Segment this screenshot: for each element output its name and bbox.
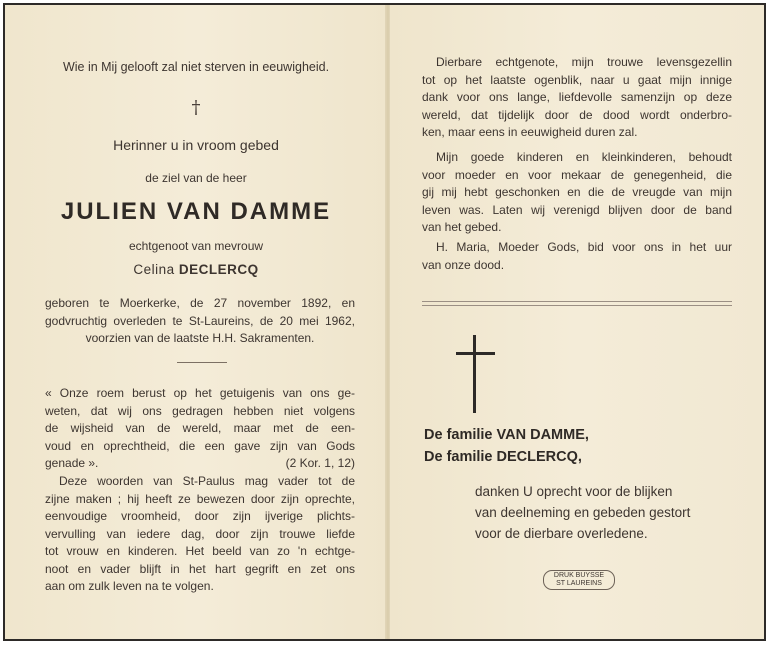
- small-cross-icon: †: [191, 97, 201, 118]
- quote-line: « Onze roem berust op het getuigenis van ons ge-: [45, 386, 355, 400]
- prayer-paragraph: [422, 239, 732, 274]
- children-paragraph: [422, 149, 732, 237]
- birth-line: voorzien van de laatste H.H. Sakramenten.: [85, 331, 315, 345]
- remember-line: Herinner u in vroom gebed: [113, 137, 279, 153]
- thanks-line: voor de dierbare overledene.: [475, 526, 648, 541]
- spouse-thanks-paragraph: [422, 54, 732, 142]
- printer-stamp: [543, 570, 615, 590]
- family-line: De familie VAN DAMME,: [424, 427, 589, 443]
- scripture-quote: [45, 385, 355, 473]
- deceased-name: JULIEN VAN DAMME: [60, 198, 332, 225]
- short-divider: [177, 362, 227, 363]
- text-line: wereld, dat tijdelijk door de dood wordt onderbro-: [422, 107, 732, 122]
- quote-line: de wijsheid van de wereld, maar met de een-: [45, 421, 355, 435]
- paul-line: Deze woorden van St-Paulus mag vader tot de: [59, 474, 355, 488]
- epigraph: Wie in Mij gelooft zal niet sterven in eeuwigheid.: [62, 60, 330, 74]
- paul-line: vervulling van iedere dag, door zijn trouwe liefde: [45, 526, 355, 541]
- double-divider: [422, 301, 732, 306]
- quote-line: voud en oprechtheid, die een gave zijn van Gods: [45, 438, 355, 453]
- text-line: Mijn goede kinderen en kleinkinderen, behoudt: [436, 150, 732, 164]
- spouse-intro: echtgenoot van mevrouw: [128, 239, 264, 253]
- quote-line: weten, dat wij ons gedragen hebben niet volgens: [45, 403, 355, 418]
- text-line: voor moeder en voor mekaar de genegenheid, die: [422, 167, 732, 182]
- spouse-name: [5, 262, 387, 277]
- paul-line: aan om zulk leven na te volgen.: [45, 579, 214, 593]
- text-line: tot op het laatste ogenblik, naar u gaat mijn innige: [422, 72, 732, 87]
- printer-line: DRUK BUYSSE: [553, 572, 605, 579]
- birth-line: geboren te Moerkerke, de 27 november 1892, en: [45, 296, 355, 310]
- paul-line: tot vrouw en kinderen. Het beeld van zo 'n echtge-: [45, 544, 355, 558]
- spouse-first-name: Celina: [133, 262, 175, 277]
- memorial-card: [3, 3, 766, 641]
- paul-paragraph: [45, 473, 355, 596]
- text-line: van het gebed.: [422, 220, 502, 234]
- left-panel: [5, 5, 387, 639]
- text-line: ken, maar eens in eeuwigheid duren zal.: [422, 125, 638, 139]
- text-line: H. Maria, Moeder Gods, bid voor ons in het uur: [436, 240, 732, 254]
- text-line: van onze dood.: [422, 257, 505, 272]
- quote-reference: (2 Kor. 1, 12): [285, 456, 355, 470]
- family-block: [424, 424, 589, 468]
- thanks-line: van deelneming en gebeden gestort: [475, 505, 691, 520]
- text-line: gij mij hebt geschonken en die de vreugde van mijn: [422, 185, 732, 199]
- paul-line: eenvoudige vroomheid, door zijn ijverige plichts-: [45, 509, 355, 523]
- paul-line: zijne maken ; hij heeft ze bewezen door zijn oprechte,: [45, 491, 355, 506]
- family-line: De familie DECLERCQ,: [424, 449, 582, 465]
- text-line: dank voor ons lange, liefdevolle samenzijn op deze: [422, 90, 732, 104]
- birth-line: godvruchtig overleden te St-Laureins, de 20 mei 1962,: [45, 313, 355, 328]
- quote-line: genade ».: [45, 456, 99, 470]
- soul-of-line: de ziel van de heer: [145, 171, 247, 185]
- text-line: Dierbare echtgenote, mijn trouwe levensgezellin: [436, 55, 732, 69]
- quote-end-row: [45, 455, 355, 473]
- text-line: leven was. Laten wij verenigd blijven door de band: [422, 202, 732, 217]
- thanks-line: danken U oprecht voor de blijken: [475, 484, 673, 499]
- paul-line: noot en vader blijft in het hart gegrift en zet ons: [45, 561, 355, 576]
- printer-line: ST LAUREINS: [556, 580, 602, 587]
- right-panel: [390, 5, 764, 639]
- thanks-block: [475, 481, 690, 544]
- birth-block: [45, 295, 355, 348]
- spouse-last-name: DECLERCQ: [178, 262, 259, 277]
